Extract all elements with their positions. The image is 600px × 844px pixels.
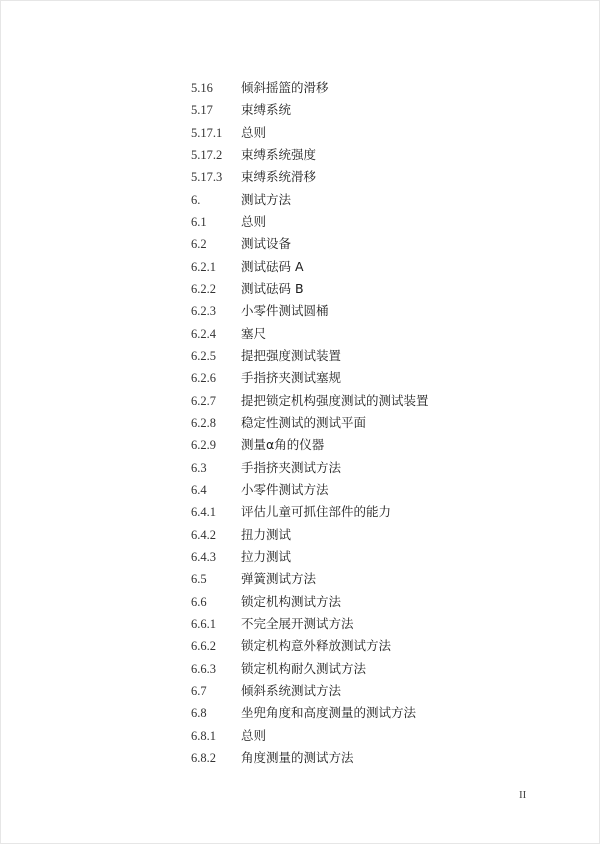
toc-entry-number: 6.2.2	[191, 281, 216, 296]
toc-entry-title: 弹簧测试方法	[241, 571, 317, 587]
toc-entry-title: 总则	[241, 213, 267, 229]
toc-entry-number: 5.17.1	[191, 125, 223, 140]
toc-entry-title: 总则	[241, 727, 267, 743]
toc-entry	[1, 367, 600, 389]
toc-entry-number: 6.8.2	[191, 750, 216, 765]
toc-entry-title: 测试方法	[241, 191, 292, 207]
toc-entry-number: 6.4.3	[191, 549, 216, 564]
toc-entry-title: 小零件测试圆桶	[241, 303, 329, 319]
toc-entry-number: 6.3	[191, 460, 207, 475]
toc-entry-number: 6.4	[191, 482, 207, 497]
toc-entry-number: 6.2.7	[191, 393, 216, 408]
toc-entry-number: 6.8	[191, 706, 207, 721]
toc-entry-number: 6.2.4	[191, 326, 216, 341]
toc-entry-title: 锁定机构耐久测试方法	[241, 660, 367, 676]
toc-entry	[1, 747, 600, 769]
table-of-contents	[1, 77, 600, 769]
toc-entry	[1, 390, 600, 412]
toc-entry-title: 手指挤夹测试塞规	[241, 370, 342, 386]
toc-entry	[1, 568, 600, 590]
toc-entry	[1, 300, 600, 322]
toc-entry	[1, 479, 600, 501]
toc-entry-number: 5.17.2	[191, 147, 223, 162]
toc-entry-title: 提把强度测试装置	[241, 347, 342, 363]
toc-entry-number: 6.4.1	[191, 505, 216, 520]
toc-entry-title: 束缚系统强度	[241, 146, 317, 162]
toc-entry-number: 6.2.3	[191, 304, 216, 319]
toc-entry-title: 扭力测试	[241, 526, 292, 542]
toc-entry-title: 拉力测试	[241, 548, 292, 564]
toc-entry	[1, 613, 600, 635]
toc-entry-number: 6.6.2	[191, 639, 216, 654]
toc-entry-title: 总则	[241, 124, 267, 140]
toc-entry-title: 束缚系统滑移	[241, 169, 317, 185]
toc-entry	[1, 434, 600, 456]
toc-entry-number: 6.6.1	[191, 616, 216, 631]
toc-entry-number: 6.2.1	[191, 259, 216, 274]
toc-entry	[1, 144, 600, 166]
toc-entry	[1, 77, 600, 99]
toc-entry	[1, 658, 600, 680]
toc-entry	[1, 99, 600, 121]
toc-entry	[1, 412, 600, 434]
toc-entry-title: 手指挤夹测试方法	[241, 459, 342, 475]
page-number: II	[519, 789, 527, 801]
toc-entry-title: 测试砝码 B	[241, 280, 304, 296]
toc-entry-title: 测量α角的仪器	[241, 437, 325, 453]
toc-entry-title: 束缚系统	[241, 102, 292, 118]
toc-entry-number: 6.8.1	[191, 728, 216, 743]
toc-entry-title: 倾斜系统测试方法	[241, 682, 342, 698]
toc-entry-number: 5.17	[191, 103, 213, 118]
toc-entry	[1, 524, 600, 546]
toc-entry	[1, 591, 600, 613]
toc-entry	[1, 278, 600, 300]
toc-entry-title: 角度测量的测试方法	[241, 749, 354, 765]
toc-entry-title: 稳定性测试的测试平面	[241, 414, 367, 430]
toc-entry	[1, 166, 600, 188]
toc-entry-number: 6.	[191, 192, 201, 207]
toc-entry	[1, 702, 600, 724]
toc-entry-number: 6.7	[191, 683, 207, 698]
toc-entry-title: 不完全展开测试方法	[241, 615, 354, 631]
toc-entry	[1, 725, 600, 747]
toc-entry-title: 锁定机构测试方法	[241, 593, 342, 609]
toc-entry-number: 6.2.9	[191, 438, 216, 453]
toc-entry	[1, 501, 600, 523]
toc-entry	[1, 546, 600, 568]
toc-entry-title: 坐兜角度和高度测量的测试方法	[241, 705, 417, 721]
toc-entry	[1, 635, 600, 657]
toc-entry-number: 5.17.3	[191, 170, 223, 185]
toc-entry-title: 测试砝码 A	[241, 258, 304, 274]
toc-entry-number: 6.6.3	[191, 661, 216, 676]
toc-entry-title: 塞尺	[241, 325, 267, 341]
toc-entry-number: 6.5	[191, 572, 207, 587]
toc-entry-title: 倾斜摇篮的滑移	[241, 80, 329, 95]
toc-entry-number: 6.1	[191, 214, 207, 229]
toc-entry-number: 6.2.5	[191, 348, 216, 363]
toc-entry	[1, 256, 600, 278]
toc-entry	[1, 680, 600, 702]
toc-entry-title: 提把锁定机构强度测试的测试装置	[241, 392, 429, 408]
toc-entry-number: 6.6	[191, 594, 207, 609]
toc-entry-number: 6.4.2	[191, 527, 216, 542]
toc-entry-title: 小零件测试方法	[241, 481, 329, 497]
toc-entry	[1, 233, 600, 255]
toc-entry-title: 测试设备	[241, 236, 292, 252]
toc-entry-title: 锁定机构意外释放测试方法	[241, 638, 392, 654]
toc-entry	[1, 211, 600, 233]
toc-entry	[1, 457, 600, 479]
toc-entry	[1, 122, 600, 144]
toc-entry-number: 5.16	[191, 81, 213, 95]
toc-entry	[1, 189, 600, 211]
toc-entry-title: 评估儿童可抓住部件的能力	[241, 504, 392, 520]
toc-entry-number: 6.2.8	[191, 415, 216, 430]
toc-entry	[1, 323, 600, 345]
toc-entry	[1, 345, 600, 367]
toc-entry-number: 6.2	[191, 237, 207, 252]
toc-entry-number: 6.2.6	[191, 371, 216, 386]
